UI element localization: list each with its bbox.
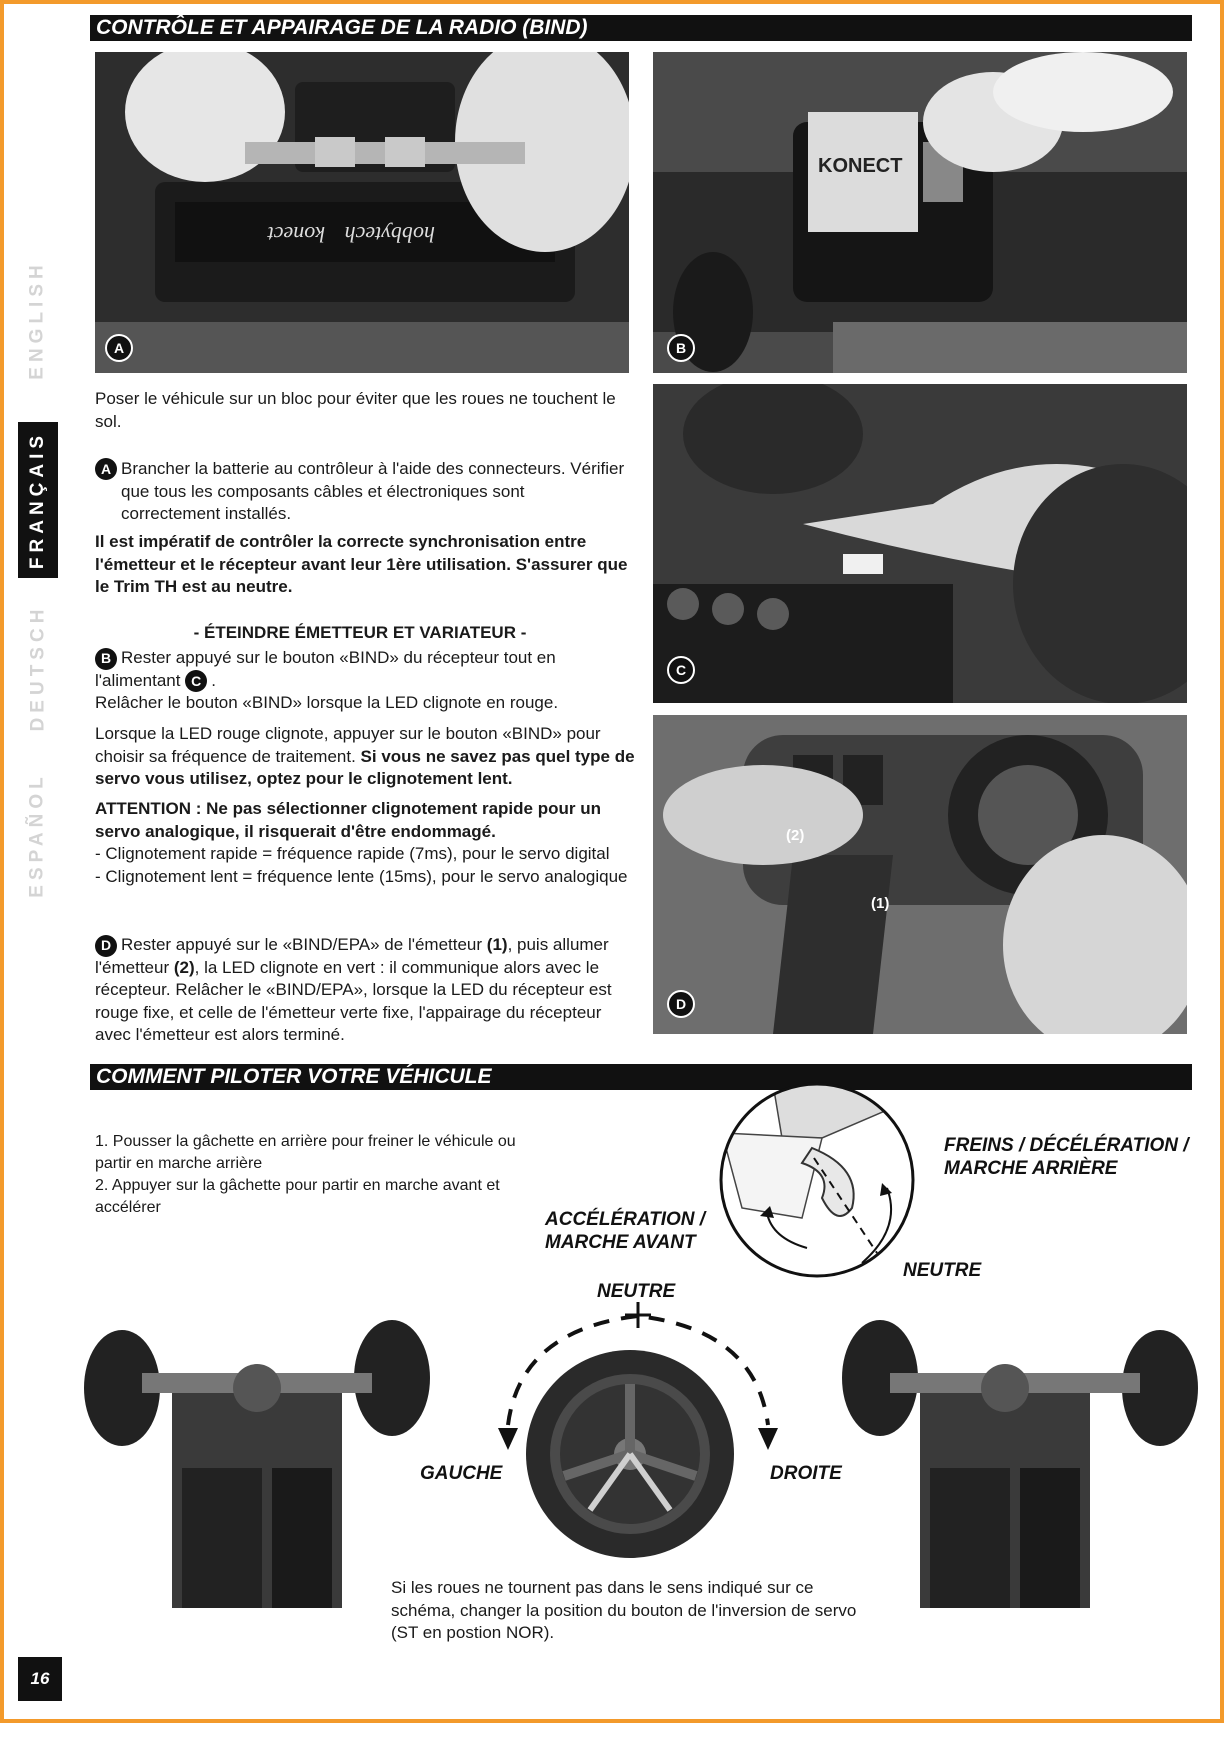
step-c-badge: C	[185, 670, 207, 692]
label-accel-line2: MARCHE AVANT	[545, 1232, 696, 1253]
chassis-right	[830, 1318, 1200, 1618]
step-a-block	[95, 458, 625, 526]
slow-blink-text: - Clignotement lent = fréquence lente (15ms), pour le servo analogique	[95, 866, 628, 886]
step-d-text-a: Rester appuyé sur le «BIND/EPA» de l'émetteur	[121, 935, 483, 954]
label-left: GAUCHE	[420, 1463, 503, 1484]
reverse-note: Si les roues ne tournent pas dans le sens indiqué sur ce schéma, changer la position du bouton de l'inversion de servo (ST en postion NOR).	[391, 1578, 857, 1642]
svg-text:hobbytech: hobbytech	[344, 222, 435, 247]
attention-block	[95, 798, 635, 888]
label-neutral-wheel: NEUTRE	[597, 1281, 676, 1302]
badge-c: C	[667, 656, 695, 684]
callout-1: (1)	[871, 895, 890, 912]
section-title-drive: COMMENT PILOTER VOTRE VÉHICULE	[90, 1064, 1192, 1090]
language-label: ESPAÑOL	[27, 772, 48, 898]
step-d-block	[95, 934, 635, 1047]
language-label: ENGLISH	[27, 260, 49, 380]
step-b-badge: B	[95, 648, 117, 670]
svg-text:konect: konect	[267, 222, 325, 247]
section-title-bind: CONTRÔLE ET APPAIRAGE DE LA RADIO (BIND)	[90, 15, 1192, 41]
step-d-badge: D	[95, 935, 117, 957]
step-b-release: Relâcher le bouton «BIND» lorsque la LED clignote en rouge.	[95, 693, 559, 713]
photo-d-illustration	[653, 715, 1187, 1034]
language-tab-francais[interactable]	[18, 422, 58, 578]
step-d-text-b: , puis allumer l'émetteur	[95, 935, 609, 977]
label-brake-line1: FREINS / DÉCÉLÉRATION /	[944, 1135, 1189, 1156]
instruction-1: 1. Pousser la gâchette en arrière pour freiner le véhicule ou partir en marche arrière	[95, 1133, 516, 1172]
fast-blink-text: - Clignotement rapide = fréquence rapide (7ms), pour le servo digital	[95, 844, 610, 863]
steering-diagram	[490, 1300, 790, 1580]
frequency-block	[95, 723, 635, 791]
page-number: 16	[18, 1657, 62, 1701]
trigger-diagram	[712, 1078, 922, 1288]
label-neutral-trigger: NEUTRE	[903, 1260, 982, 1281]
label-brake	[944, 1134, 1189, 1180]
badge-b: B	[667, 334, 695, 362]
intro-text: Poser le véhicule sur un bloc pour éviter que les roues ne touchent le sol.	[95, 389, 616, 431]
callout-2: (2)	[786, 827, 805, 844]
step-d-ref-1: (1)	[486, 935, 508, 954]
drive-instructions	[95, 1131, 525, 1219]
photo-a-illustration	[95, 52, 629, 373]
step-d-text-c: , la LED clignote en vert : il communique alors avec le récepteur. Relâcher le «BIND/EPA», lorsque la LED du récepteur est rouge fixe, et celle de l'émetteur verte fixe, l'appairage du récepteur avec l'émetteur est alors terminé.	[95, 957, 612, 1045]
chassis-left	[82, 1318, 432, 1618]
badge-d: D	[667, 990, 695, 1018]
label-accel	[545, 1208, 705, 1254]
photo-a	[95, 52, 629, 373]
frequency-text: Lorsque la LED rouge clignote, appuyer sur le bouton «BIND» pour choisir sa fréquence de traitement.	[95, 724, 601, 766]
frequency-advice: Si vous ne savez pas quel type de servo vous utilisez, optez pour le clignotement lent.	[95, 746, 635, 788]
photo-b-illustration	[653, 52, 1187, 373]
label-accel-line1: ACCÉLÉRATION /	[545, 1209, 706, 1230]
step-b-end: .	[211, 670, 216, 690]
language-label: FRANÇAIS	[27, 430, 49, 570]
photo-b	[653, 52, 1187, 373]
step-a-badge: A	[95, 458, 117, 480]
step-b-text: Rester appuyé sur le bouton «BIND» du récepteur tout en l'alimentant	[95, 648, 556, 690]
photo-c-illustration	[653, 384, 1187, 703]
svg-text:KONECT: KONECT	[818, 155, 903, 177]
language-label: DEUTSCH	[27, 604, 48, 732]
photo-c	[653, 384, 1187, 703]
label-brake-line2: MARCHE ARRIÈRE	[944, 1158, 1118, 1179]
language-tab-english[interactable]	[18, 250, 58, 390]
attention-text: ATTENTION : Ne pas sélectionner clignotement rapide pour un servo analogique, il risquerait d'être endommagé.	[95, 799, 601, 841]
language-sidebar	[18, 250, 58, 1750]
language-tab-espanol[interactable]	[18, 760, 58, 910]
subheading-off: - ÉTEINDRE ÉMETTEUR ET VARIATEUR -	[193, 623, 527, 642]
label-right: DROITE	[770, 1463, 842, 1484]
language-tab-deutsch[interactable]	[18, 588, 58, 748]
warning-text: Il est impératif de contrôler la correcte synchronisation entre l'émetteur et le récepteur avant leur 1ère utilisation. S'assurer que le Trim TH est au neutre.	[95, 532, 628, 596]
step-b-block	[95, 647, 635, 715]
step-a-text: Brancher la batterie au contrôleur à l'aide des connecteurs. Vérifier que tous les composants câbles et électroniques sont correctement installés.	[121, 459, 625, 523]
photo-d	[653, 715, 1187, 1034]
badge-a: A	[105, 334, 133, 362]
instruction-2: 2. Appuyer sur la gâchette pour partir en marche avant et accélérer	[95, 1177, 500, 1216]
step-d-ref-2: (2)	[173, 957, 195, 977]
